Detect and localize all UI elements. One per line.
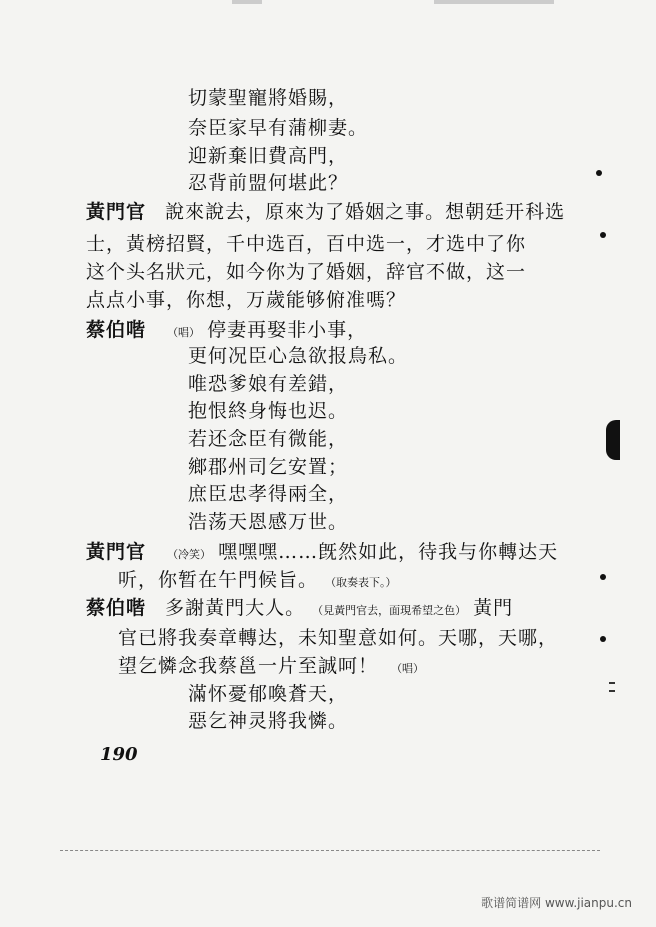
binding-hole-mark bbox=[600, 232, 606, 238]
speaker-name: 黃門官 bbox=[86, 541, 147, 563]
dialogue-line bbox=[86, 200, 565, 224]
verse-line: 奈臣家早有蒲柳妻。 bbox=[188, 117, 369, 139]
speaker-name: 黃門官 bbox=[86, 201, 147, 223]
binding-shadow-mark bbox=[606, 420, 620, 460]
dialogue-line: 点点小事，你想，万歲能够俯准嗎？ bbox=[86, 289, 407, 311]
verse-line: 鄉郡州司乞安置； bbox=[188, 456, 349, 478]
stage-direction: （唱） bbox=[167, 326, 201, 339]
dialogue-line: 官已將我奏章轉达，未知聖意如何。天哪，天哪， bbox=[118, 627, 559, 649]
verse-line: 切蒙聖寵將婚賜， bbox=[188, 87, 349, 109]
stage-direction: （冷笑） bbox=[167, 548, 212, 561]
dialogue-line bbox=[118, 568, 397, 595]
watermark: 歌谱简谱网 www.jianpu.cn bbox=[481, 896, 632, 910]
page-number: 190 bbox=[100, 744, 138, 765]
dialogue-line bbox=[86, 596, 513, 623]
dialogue-line bbox=[86, 318, 367, 345]
verse-line: 浩荡天恩感万世。 bbox=[188, 511, 349, 533]
dialogue-line: 士，黃榜招賢，千中选百，百中选一，才选中了你 bbox=[86, 233, 527, 255]
stage-direction: （見黃門官去，面現希望之色） bbox=[312, 604, 467, 617]
dialogue-text: 听，你暂在午門候旨。 bbox=[118, 569, 319, 591]
dialogue-text: 多謝黃門大人。 bbox=[165, 597, 306, 619]
verse-line: 抱恨終身悔也迟。 bbox=[188, 400, 349, 422]
verse-line: 忍背前盟何堪此？ bbox=[188, 172, 349, 194]
verse-line: 若还念臣有微能， bbox=[188, 428, 349, 450]
dialogue-line: 这个头名狀元，如今你为了婚姻，辞官不做，这一 bbox=[86, 261, 527, 283]
scan-smudge bbox=[434, 0, 554, 4]
stage-direction: （唱） bbox=[391, 662, 425, 675]
binding-hole-mark bbox=[596, 170, 602, 176]
binding-hole-mark bbox=[600, 574, 606, 580]
binding-hole-mark bbox=[600, 636, 606, 642]
verse-line: 迎新棄旧費高門， bbox=[188, 145, 349, 167]
dialogue-text: 嘿嘿嘿……旣然如此，待我与你轉达天 bbox=[218, 541, 559, 563]
dialogue-text: 黃門 bbox=[473, 597, 514, 619]
dialogue-text: 望乞憐念我蔡邕一片至誠呵！ bbox=[118, 655, 379, 677]
verse-text: 停妻再娶非小事， bbox=[207, 319, 368, 341]
speaker-name: 蔡伯喈 bbox=[86, 597, 147, 619]
dialogue-line bbox=[86, 540, 558, 567]
verse-line: 更何况臣心急欲报鳥私。 bbox=[188, 345, 409, 367]
speaker-name: 蔡伯喈 bbox=[86, 319, 147, 341]
verse-line: 庶臣忠孝得兩全， bbox=[188, 483, 349, 505]
verse-line: 惡乞神灵將我憐。 bbox=[188, 710, 349, 732]
verse-line: 唯恐爹娘有差錯， bbox=[188, 373, 349, 395]
edge-tick bbox=[609, 690, 615, 692]
dialogue-text: 說來說去，原來为了婚姻之事。想朝廷开科选 bbox=[165, 201, 566, 223]
scan-noise-line bbox=[60, 850, 600, 852]
edge-tick bbox=[609, 682, 615, 684]
stage-direction: （取奏表下。） bbox=[325, 576, 397, 589]
verse-line: 滿怀憂郁喚蒼天， bbox=[188, 683, 349, 705]
scan-smudge bbox=[232, 0, 262, 4]
dialogue-line bbox=[118, 654, 424, 681]
